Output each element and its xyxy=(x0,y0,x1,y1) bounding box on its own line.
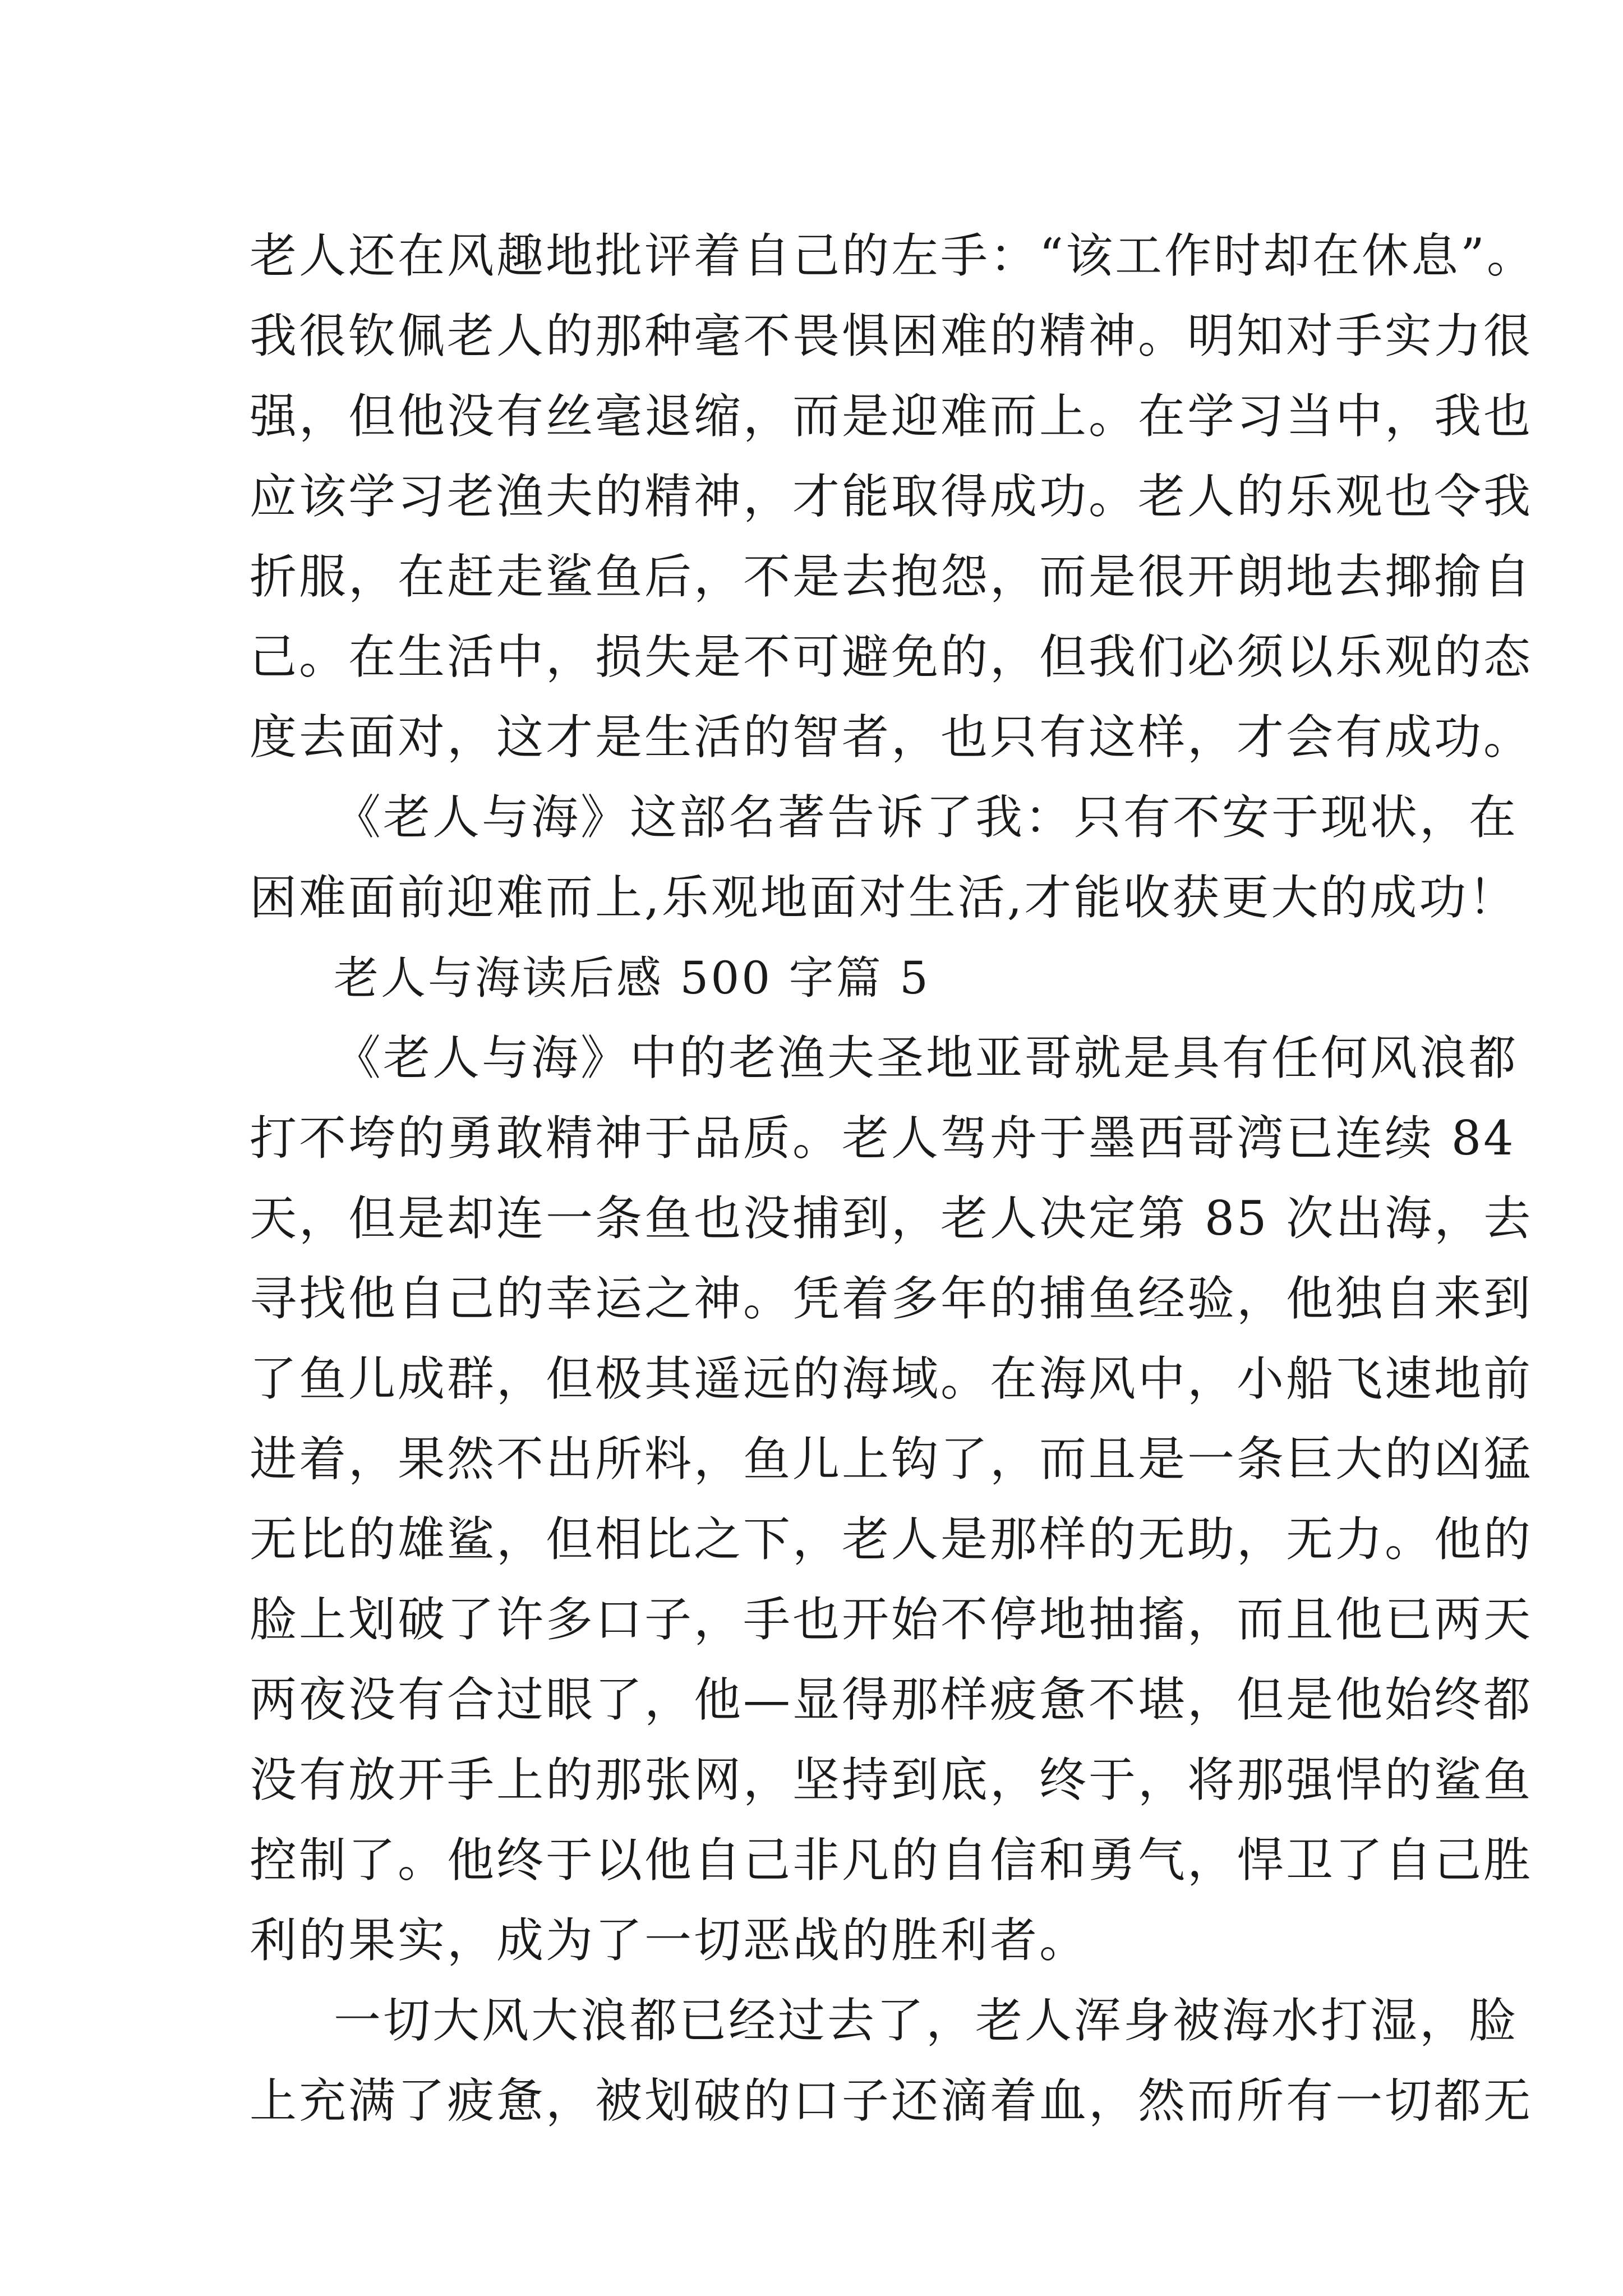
text-line: 打不垮的勇敢精神于品质。老人驾舟于墨西哥湾已连续 84 xyxy=(250,1111,1516,1166)
text-line: 没有放开手上的那张网，坚持到底，终于，将那强悍的鲨鱼 xyxy=(250,1752,1533,1807)
text-line: 强，但他没有丝毫退缩，而是迎难而上。在学习当中，我也 xyxy=(250,389,1533,444)
text-line: 天，但是却连一条鱼也没捕到，老人决定第 85 次出海，去 xyxy=(250,1191,1533,1246)
text-line: 两夜没有合过眼了，他—显得那样疲惫不堪，但是他始终都 xyxy=(250,1672,1533,1727)
text-line: 进着，果然不出所料，鱼儿上钩了，而且是一条巨大的凶猛 xyxy=(250,1432,1533,1487)
paragraph-start-line: 《老人与海》中的老渔夫圣地亚哥就是具有任何风浪都 xyxy=(334,1030,1519,1085)
text-line: 了鱼儿成群，但极其遥远的海域。在海风中，小船飞速地前 xyxy=(250,1351,1533,1406)
text-line: 己。在生活中，损失是不可避免的，但我们必须以乐观的态 xyxy=(250,629,1533,684)
text-line: 脸上划破了许多口子，手也开始不停地抽搐，而且他已两天 xyxy=(250,1592,1533,1647)
text-line: 度去面对，这才是生活的智者，也只有这样，才会有成功。 xyxy=(250,710,1533,765)
text-line: 折服，在赶走鲨鱼后，不是去抱怨，而是很开朗地去揶揄自 xyxy=(250,549,1533,604)
text-line: 利的果实，成为了一切恶战的胜利者。 xyxy=(250,1913,1089,1968)
text-line: 老人还在风趣地批评着自己的左手：“该工作时却在休息”。 xyxy=(250,228,1536,283)
text-line: 控制了。他终于以他自己非凡的自信和勇气，悍卫了自己胜 xyxy=(250,1833,1533,1888)
document-body xyxy=(250,216,1536,2141)
paragraph-start-line: 一切大风大浪都已经过去了，老人浑身被海水打湿，脸 xyxy=(334,1993,1519,2048)
section-heading: 老人与海读后感 500 字篇 5 xyxy=(334,952,930,1004)
text-line: 应该学习老渔夫的精神，才能取得成功。老人的乐观也令我 xyxy=(250,469,1533,524)
text-line: 困难面前迎难而上,乐观地面对生活,才能收获更大的成功！ xyxy=(250,870,1518,925)
text-line: 我很钦佩老人的那种毫不畏惧困难的精神。明知对手实力很 xyxy=(250,309,1533,364)
text-line: 上充满了疲惫，被划破的口子还滴着血，然而所有一切都无 xyxy=(250,2073,1533,2128)
paragraph-start-line: 《老人与海》这部名著告诉了我：只有不安于现状，在 xyxy=(334,790,1519,845)
text-line: 寻找他自己的幸运之神。凭着多年的捕鱼经验，他独自来到 xyxy=(250,1271,1533,1326)
text-line: 无比的雄鲨，但相比之下，老人是那样的无助，无力。他的 xyxy=(250,1512,1533,1567)
